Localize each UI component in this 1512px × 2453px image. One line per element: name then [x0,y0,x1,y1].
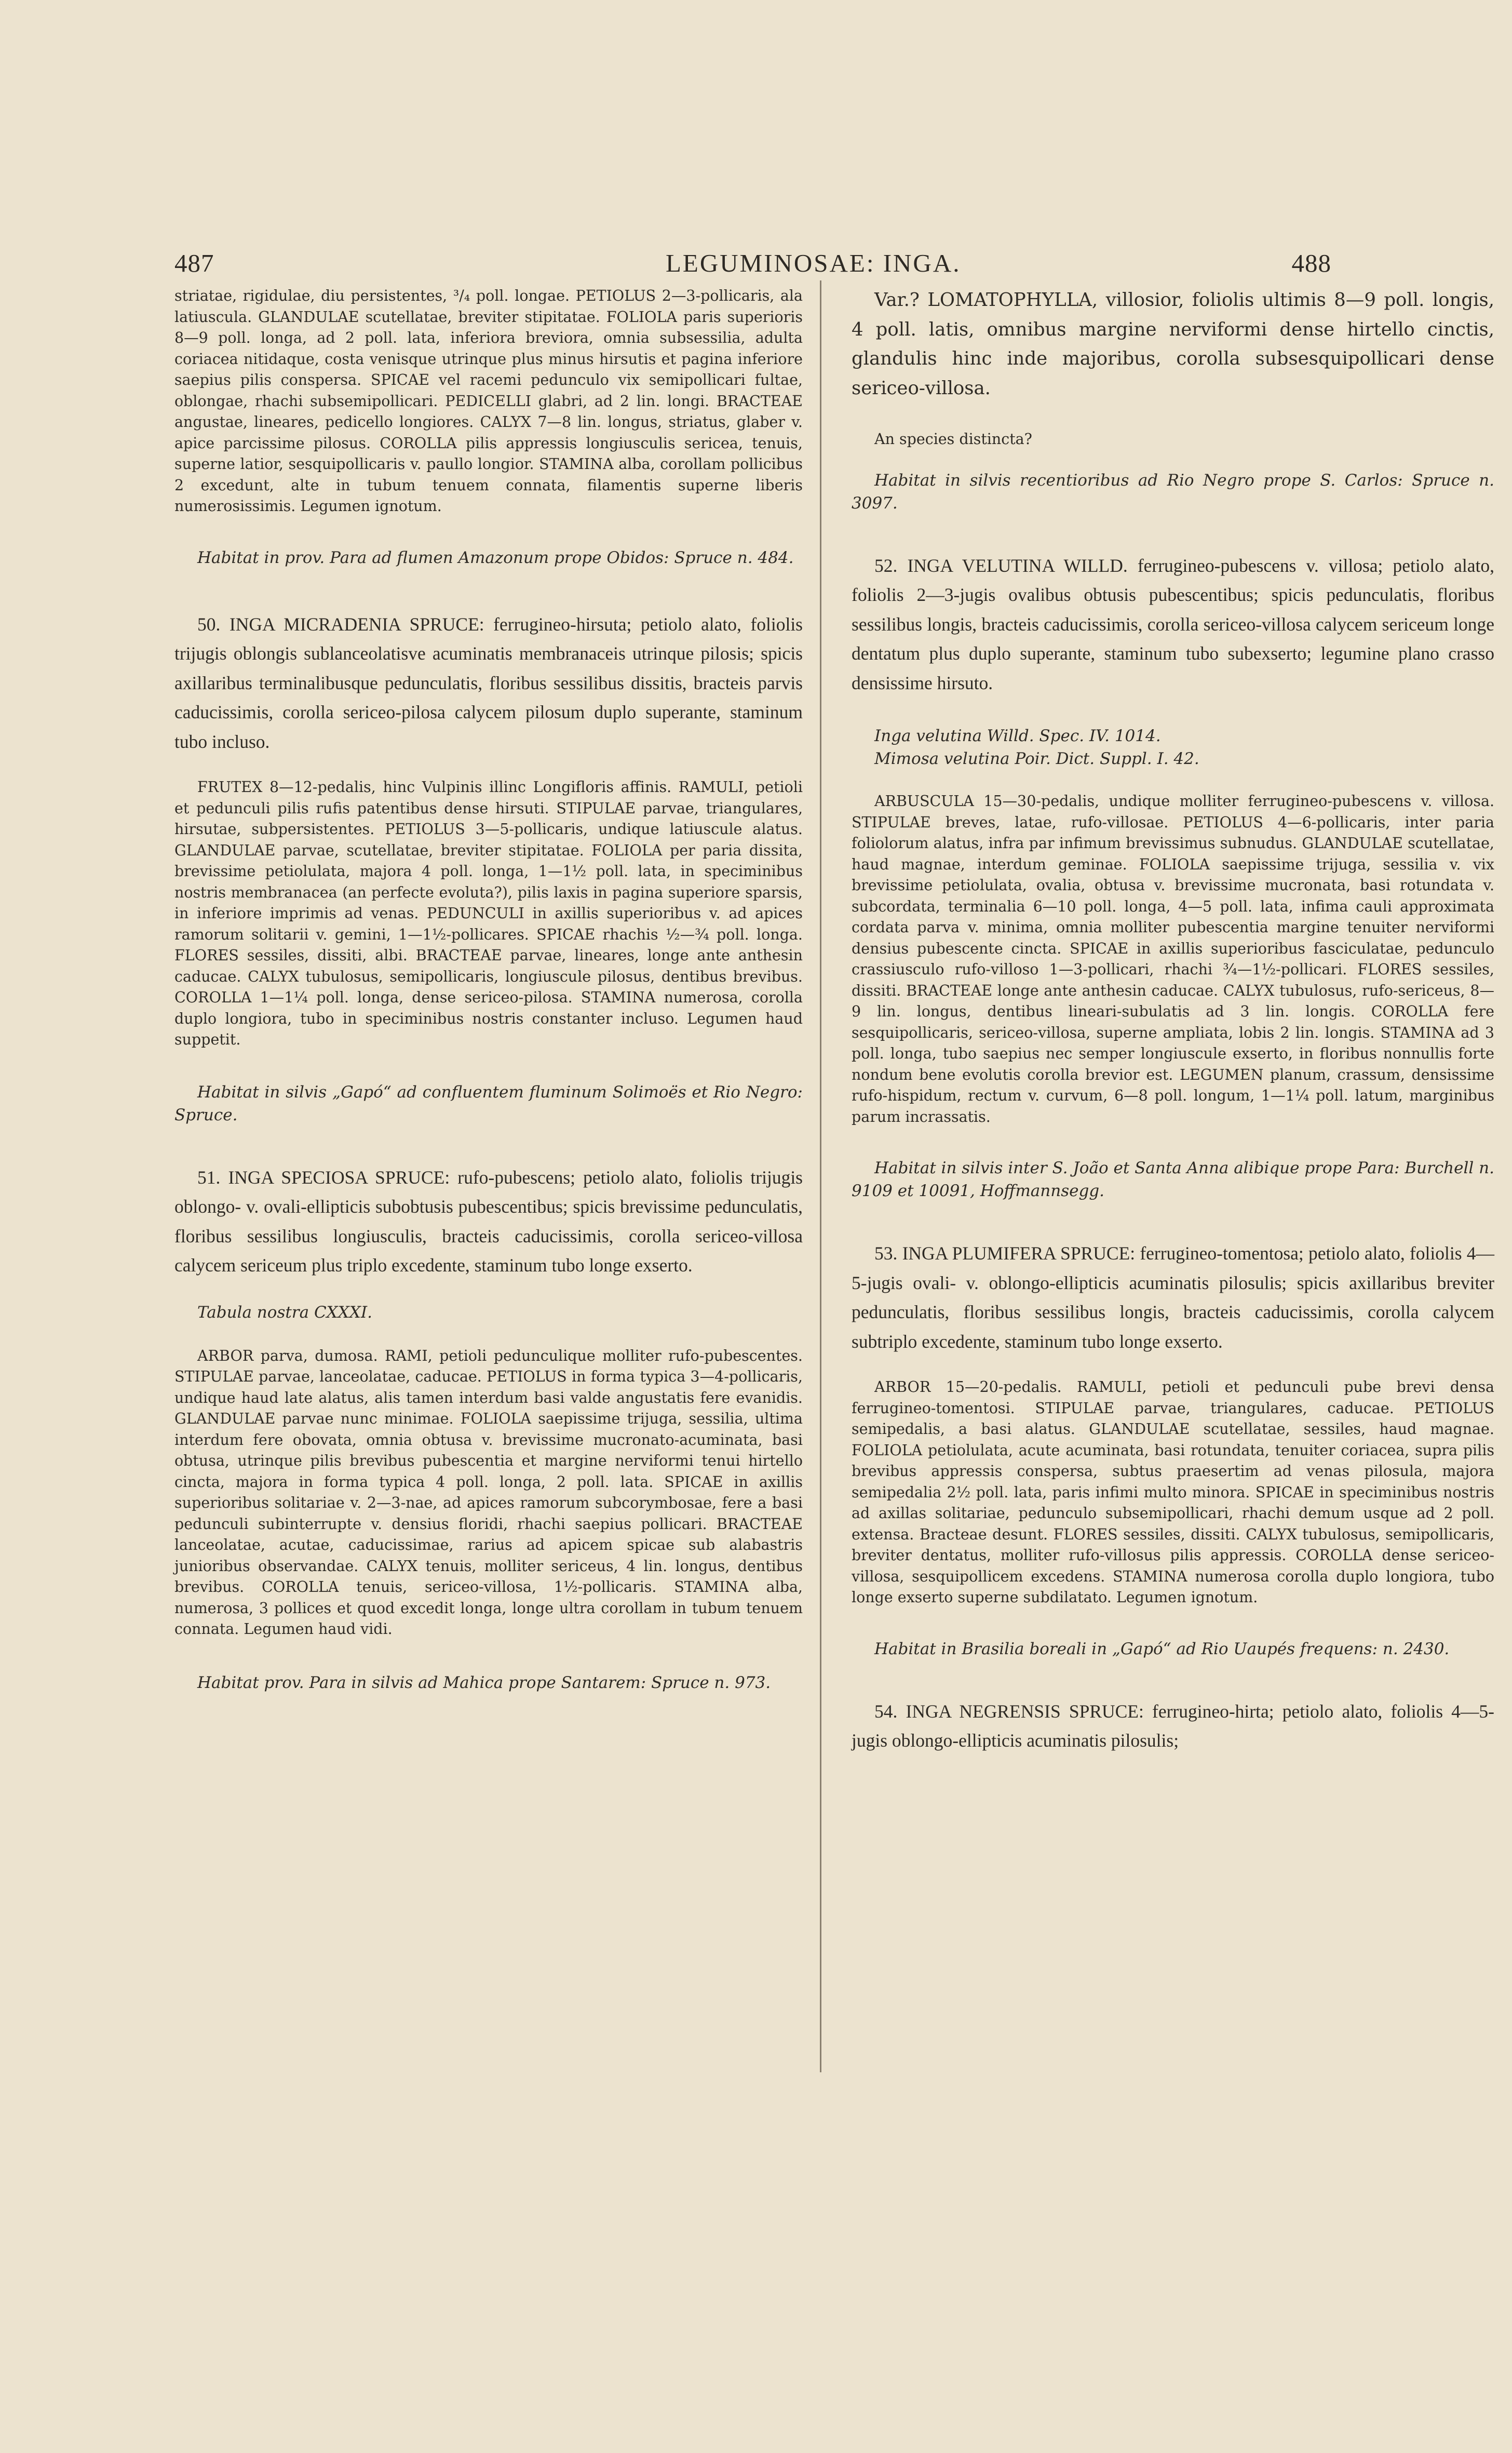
left-column [174,286,803,1694]
description-paragraph: ARBOR 15—20-pedalis. RAMULI, petioli et pedunculi pube brevi densa ferrugineo-tomentosi. STIPULAE parvae, triangulares, caducae. PETIOLUS semipedalis, a basi alatus. GLANDULAE scutellatae, sessiles, haud magnae. FOLIOLA petiolulata, acute acuminata, basi rotundata, tenuiter coriacea, supra pilis brevibus appressis conspersa, subtus praesertim ad venas pilosula, majora semipedalia 2½ poll. lata, paris infimi multo minora. SPICAE in speciminibus nostris ad axillas solitariae, pedunculo subsemipollicari, rhachi demum usque ad 2 poll. extensa. Bracteae desunt. FLORES sessiles, dissiti. CALYX tubulosus, semipollicaris, breviter dentatus, molliter rufo-villosus pilis appressis. COROLLA dense sericeo-villosa, sesquipollicem excedens. STAMINA numerosa corolla duplo longiora, tubo longe exserto superne subdilatato. Legumen ignotum. [852,1378,1494,1606]
description-paragraph: striatae, rigidulae, diu persistentes, ³/₄ poll. longae. PETIOLUS 2—3-pollicaris, ala latiuscula. GLANDULAE scutellatae, breviter stipitatae. FOLIOLA paris superioris 8—9 poll. longa, ad 2 poll. lata, inferiora breviora, omnia subsessilia, adulta coriacea nitidaque, costa venisque utrinque plus minus hirsutis et pagina inferiore saepius pilis conspersa. SPICAE vel racemi pedunculo vix semipollicari fultae, oblongae, rhachi subsemipollicari. PEDICELLI glabri, ad 2 lin. longi. BRACTEAE angustae, lineares, pedicello longiores. CALYX 7—8 lin. longus, striatus, glaber v. apice parcissime pilosus. COROLLA pilis appressis longiusculis sericea, tenuis, superne latior, sesquipollicaris v. paullo longior. STAMINA alba, corollam pollicibus 2 excedunt, alte in tubum tenuem connata, filamentis superne liberis numerosissimis. Legumen ignotum. [174,287,803,515]
species-heading-53: 53. INGA PLUMIFERA SPRUCE: ferrugineo-tomentosa; petiolo alato, foliolis 4—5-jugis ovali- v. oblongo-ellipticis acuminatis pilosulis; spicis axillaribus breviter pedunculatis, floribus sessilibus longis, bracteis caducissimis, corolla calycem subtriplo excedente, staminum tubo longe exserto. [852,1243,1494,1352]
variety-heading: Var.? LOMATOPHYLLA, villosior, foliolis ultimis 8—9 poll. longis, 4 poll. latis, omnibus margine nerviformi dense hirtello cinctis, glandulis hinc inde majoribus, corolla subsesquipollicari dense sericeo-villosa. [852,289,1494,399]
synonym-reference: Mimosa velutina Poir. Dict. Suppl. I. 42. [874,749,1199,768]
description-paragraph: FRUTEX 8—12-pedalis, hinc Vulpinis illinc Longifloris affinis. RAMULI, petioli et pedunculi pilis rufis patentibus dense hirsuti. STIPULAE parvae, triangulares, hirsutae, subpersistentes. PETIOLUS 3—5-pollicaris, undique latiuscule alatus. GLANDULAE parvae, scutellatae, breviter stipitatae. FOLIOLA per paria dissita, brevissime petiolulata, majora 4 poll. longa, 1—1½ poll. lata, in speciminibus nostris membranacea (an perfecte evoluta?), pilis laxis in pagina superiore sparsis, in inferiore imprimis ad venas. PEDUNCULI in axillis superioribus v. ad apices ramorum solitarii v. gemini, 1—1½-pollicares. SPICAE rhachis ½—¾ poll. longa. FLORES sessiles, dissiti, albi. BRACTEAE parvae, lineares, longe ante anthesin caducae. CALYX tubulosus, semipollicaris, longiuscule pilosus, dentibus brevibus. COROLLA 1—1¼ poll. longa, dense sericeo-pilosa. STAMINA numerosa, corolla duplo longiora, tubo in speciminibus nostris constanter incluso. Legumen haud suppetit. [174,779,803,1048]
species-heading-52: 52. INGA VELUTINA WILLD. ferrugineo-pubescens v. villosa; petiolo alato, foliolis 2—3-jugis ovalibus obtusis pubescentibus; spicis pedunculatis, floribus sessilibus longis, bracteis caducissimis, corolla sericeo-villosa calycem sericeum longe dentatum plus duplo superante, staminum tubo subexserto; legumine plano crasso densissime hirsuto. [852,555,1494,693]
habitat-note: Habitat in prov. Para ad flumen Amazonum prope Obidos: Spruce n. 484. [197,548,794,567]
species-heading-51: 51. INGA SPECIOSA SPRUCE: rufo-pubescens; petiolo alato, foliolis trijugis oblongo- v. ovali-ellipticis subobtusis pubescentibus; spicis brevissime pedunculatis, floribus sessilibus longiusculis, bracteis caducissimis, corolla sericeo-villosa calycem sericeum plus triplo excedente, staminum tubo longe exserto. [174,1167,803,1276]
description-paragraph: ARBUSCULA 15—30-pedalis, undique molliter ferrugineo-pubescens v. villosa. STIPULAE breves, latae, rufo-villosae. PETIOLUS 4—6-pollicaris, inter paria foliolorum alatus, infra par infimum brevissimus subnudus. GLANDULAE scutellatae, haud magnae, interdum geminae. FOLIOLA saepissime trijuga, sessilia v. vix brevissime petiolulata, ovalia, obtusa v. brevissime mucronata, basi rotundata v. subcordata, terminalia 6—10 poll. longa, 4—5 poll. lata, infima cauli approximata cordata parva v. minima, omnia molliter pubescentia margine tenuiter nerviformi densius pubescente cincta. SPICAE in axillis superioribus fasciculatae, pedunculo crassiusculo rufo-villoso 1—3-pollicari, rhachi ¾—1½-pollicari. FLORES sessiles, dissiti. BRACTEAE longe ante anthesin caducae. CALYX tubulosus, rufo-sericeus, 8—9 lin. longus, dentibus lineari-subulatis ad 3 lin. longis. COROLLA fere sesquipollicaris, sericeo-villosa, superne ampliata, lobis 2 lin. longis. STAMINA ad 3 poll. longa, tubo saepius nec semper longiuscule exserto, in floribus nonnullis forte nondum bene evolutis corolla brevior est. LEGUMEN planum, crassum, densissime rufo-hispidum, rectum v. curvum, 6—8 poll. longum, 1—1¼ poll. latum, marginibus parum incrassatis. [852,793,1494,1125]
plate-reference: Tabula nostra CXXXI. [197,1303,372,1322]
habitat-note: Habitat in silvis inter S. João et Santa Anna alibique prope Para: Burchell n. 9109 et 10091, Hoffmannsegg. [852,1159,1494,1200]
page-number-right: 488 [1291,249,1331,277]
species-heading-50: 50. INGA MICRADENIA SPRUCE: ferrugineo-hirsuta; petiolo alato, foliolis trijugis oblongis sublanceolatisve acuminatis membranaceis utrinque pilosis; spicis axillaribus terminalibusque pedunculatis, floribus sessilibus dissitis, bracteis parvis caducissimis, corolla sericeo-pilosa calycem pilosum duplo superante, staminum tubo incluso. [174,613,803,752]
species-heading-54: 54. INGA NEGRENSIS SPRUCE: ferrugineo-hirta; petiolo alato, foliolis 4—5-jugis oblongo-ellipticis acuminatis pilosulis; [852,1700,1494,1751]
right-column [852,286,1494,1755]
habitat-note: Habitat prov. Para in silvis ad Mahica prope Santarem: Spruce n. 973. [197,1673,771,1692]
habitat-note: Habitat in silvis recentioribus ad Rio Negro prope S. Carlos: Spruce n. 3097. [852,471,1494,513]
description-paragraph: ARBOR parva, dumosa. RAMI, petioli pedunculique molliter rufo-pubescentes. STIPULAE parvae, lanceolatae, caducae. PETIOLUS in forma typica 3—4-pollicaris, undique haud late alatus, alis tamen interdum basi valde angustatis fere evanidis. GLANDULAE parvae nunc minimae. FOLIOLA saepissime trijuga, sessilia, ultima interdum fere obovata, omnia obtusa v. brevissime mucronato-acuminata, basi obtusa, utrinque pilis brevibus pubescentia et margine nerviformi tenui hirtello cincta, majora in forma typica 4 poll. longa, 2 poll. lata. SPICAE in axillis superioribus solitariae v. 2—3-nae, ad apices ramorum subcorymbosae, fere a basi pedunculi subinterrupte v. densius floridi, rhachi saepius pollicari. BRACTEAE lanceolatae, acutae, caducissimae, rarius ad apicem spicae sub alabastris junioribus observandae. CALYX tenuis, molliter sericeus, 4 lin. longus, dentibus brevibus. COROLLA tenuis, sericeo-villosa, 1½-pollicaris. STAMINA alba, numerosa, 3 pollices et quod excedit longa, longe ultra corollam in tubum tenuem connata. Legumen haud vidi. [174,1347,803,1638]
page-number-left: 487 [174,249,214,277]
habitat-note: Habitat in silvis „Gapó“ ad confluentem fluminum Solimoës et Rio Negro: Spruce. [174,1082,803,1124]
remark: An species distincta? [874,431,1032,448]
column-divider [820,280,821,2072]
running-title: LEGUMINOSAE: INGA. [666,249,961,277]
habitat-note: Habitat in Brasilia boreali in „Gapó“ ad Rio Uaupés frequens: n. 2430. [874,1639,1450,1658]
synonym-reference: Inga velutina Willd. Spec. IV. 1014. [874,727,1161,745]
